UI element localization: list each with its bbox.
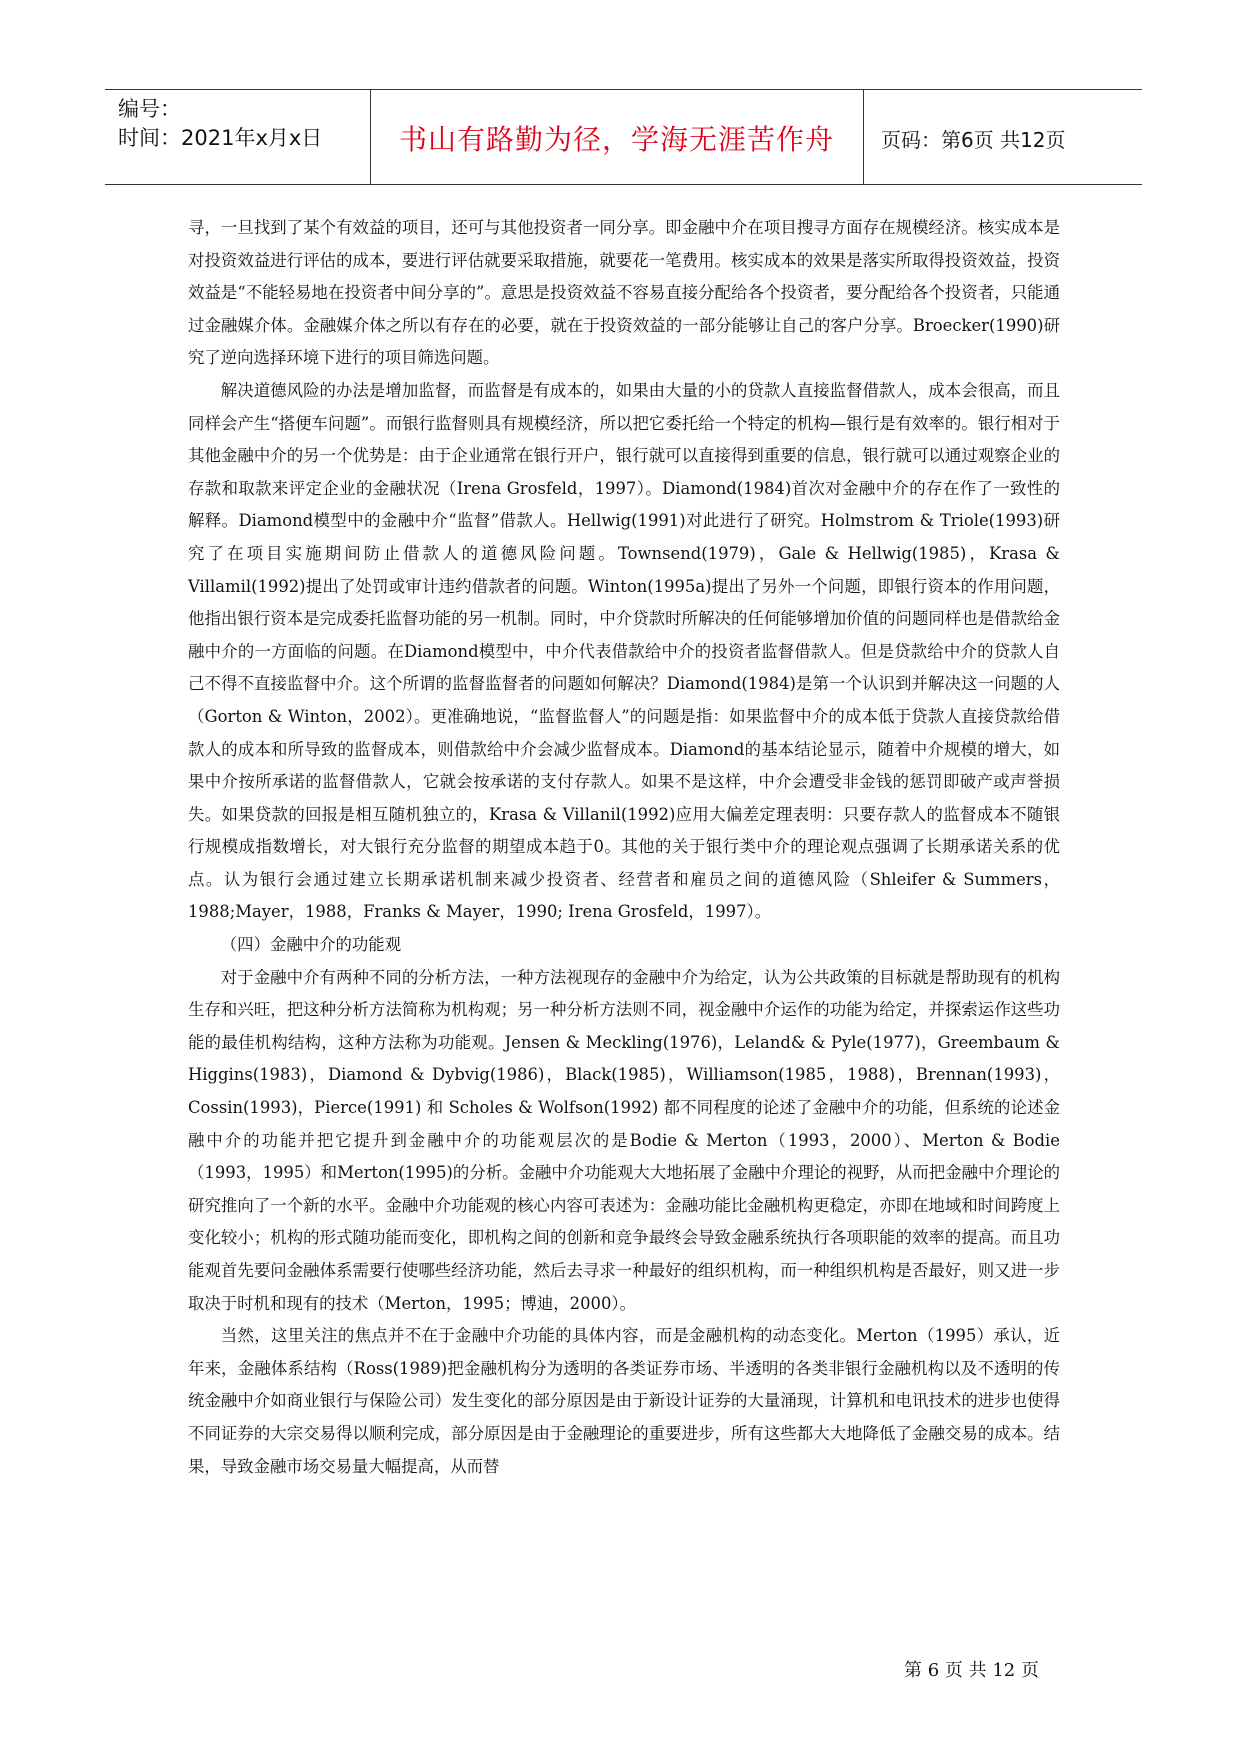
- body-paragraph-2: 解决道德风险的办法是增加监督，而监督是有成本的，如果由大量的小的贷款人直接监督借款人，成本会很高，而且同样会产生“搭便车问题”。而银行监督则具有规模经济，所以把它委托给一个特定的机构—银行是有效率的。银行相对于其他金融中介的另一个优势是：由于企业通常在银行开户，银行就可以直接得到重要的信息，银行就可以通过观察企业的存款和取款来评定企业的金融状况（Irena Grosfeld，1997）。Diamond(1984)首次对金融中介的存在作了一致性的解释。Diamond模型中的金融中介“监督”借款人。Hellwig(1991)对此进行了研究。Holmstrom & Triole(1993)研究了在项目实施期间防止借款人的道德风险问题。Townsend(1979)，Gale & Hellwig(1985)，Krasa & Villamil(1992)提出了处罚或审计违约借款者的问题。Winton(1995a)提出了另外一个问题，即银行资本的作用问题，他指出银行资本是完成委托监督功能的另一机制。同时，中介贷款时所解决的任何能够增加价值的问题同样也是借款给金融中介的一方面临的问题。在Diamond模型中，中介代表借款给中介的投资者监督借款人。但是贷款给中介的贷款人自己不得不直接监督中介。这个所谓的监督监督者的问题如何解决？Diamond(1984)是第一个认识到并解决这一问题的人（Gorton & Winton，2002）。更准确地说，“监督监督人”的问题是指：如果监督中介的成本低于贷款人直接贷款给借款人的成本和所导致的监督成本，则借款给中介会减少监督成本。Diamond的基本结论显示，随着中介规模的增大，如果中介按所承诺的监督借款人，它就会按承诺的支付存款人。如果不是这样，中介会遭受非金钱的惩罚即破产或声誉损失。如果贷款的回报是相互随机独立的，Krasa & Villanil(1992)应用大偏差定理表明：只要存款人的监督成本不随银行规模成指数增长，对大银行充分监督的期望成本趋于0。其他的关于银行类中介的理论观点强调了长期承诺关系的优点。认为银行会通过建立长期承诺机制来减少投资者、经营者和雇员之间的道德风险（Shleifer & Summers，1988;Mayer，1988，Franks & Mayer，1990; Irena Grosfeld，1997）。: [188, 380, 1060, 922]
- page-footer: 第 6 页 共 12 页: [904, 1660, 1039, 1681]
- body-paragraph-1: 寻，一旦找到了某个有效益的项目，还可与其他投资者一同分享。即金融中介在项目搜寻方面存在规模经济。核实成本是对投资效益进行评估的成本，要进行评估就要采取措施，就要花一笔费用。核实成本的效果是落实所取得投资效益，投资效益是“不能轻易地在投资者中间分享的”。意思是投资效益不容易直接分配给各个投资者，要分配给各个投资者，只能通过金融媒介体。金融媒介体之所以有存在的必要，就在于投资效益的一部分能够让自己的客户分享。Broecker(1990)研究了逆向选择环境下进行的项目筛选问题。: [188, 218, 1060, 368]
- document-code-label: 编号：: [118, 97, 181, 121]
- page-header: [105, 89, 1142, 185]
- header-motto: 书山有路勤为径，学海无涯苦作舟: [398, 123, 834, 156]
- header-right-cell: [863, 90, 1142, 184]
- header-left-cell: [105, 90, 371, 184]
- body-paragraph-3: 对于金融中介有两种不同的分析方法，一种方法视现存的金融中介为给定，认为公共政策的目标就是帮助现有的机构生存和兴旺，把这种分析方法简称为机构观；另一种分析方法则不同，视金融中介运作的功能为给定，并探索运作这些功能的最佳机构结构，这种方法称为功能观。Jensen & Meckling(1976)，Leland& & Pyle(1977)，Greembaum & Higgins(1983)，Diamond & Dybvig(1986)，Black(1985)，Williamson(1985，1988)，Brennan(1993)，Cossin(1993)，Pierce(1991) 和 Scholes & Wolfson(1992) 都不同程度的论述了金融中介的功能，但系统的论述金融中介的功能并把它提升到金融中介的功能观层次的是Bodie & Merton（1993，2000）、Merton & Bodie（1993，1995）和Merton(1995)的分析。金融中介功能观大大地拓展了金融中介理论的视野，从而把金融中介理论的研究推向了一个新的水平。金融中介功能观的核心内容可表述为：金融功能比金融机构更稳定，亦即在地域和时间跨度上变化较小；机构的形式随功能而变化，即机构之间的创新和竞争最终会导致金融系统执行各项职能的效率的提高。而且功能观首先要问金融体系需要行使哪些经济功能，然后去寻求一种最好的组织机构，而一种组织机构是否最好，则又进一步取决于时机和现有的技术（Merton，1995；博迪，2000）。: [188, 967, 1060, 1313]
- document-time-label: 时间：2021年x月x日: [118, 126, 323, 150]
- header-middle-cell: [370, 90, 864, 184]
- body-paragraph-4: 当然，这里关注的焦点并不在于金融中介功能的具体内容，而是金融机构的动态变化。Merton（1995）承认，近年来，金融体系结构（Ross(1989)把金融机构分为透明的各类证券市场、半透明的各类非银行金融机构以及不透明的传统金融中介如商业银行与保险公司）发生变化的部分原因是由于新设计证券的大量涌现，计算机和电讯技术的进步也使得不同证券的大宗交易得以顺利完成，部分原因是由于金融理论的重要进步，所有这些都大大地降低了金融交易的成本。结果，导致金融市场交易量大幅提高，从而替: [188, 1326, 1060, 1476]
- header-page-number: 页码：第6页 共12页: [881, 128, 1066, 152]
- document-body: [188, 212, 1060, 1483]
- section-heading: （四）金融中介的功能观: [220, 935, 402, 955]
